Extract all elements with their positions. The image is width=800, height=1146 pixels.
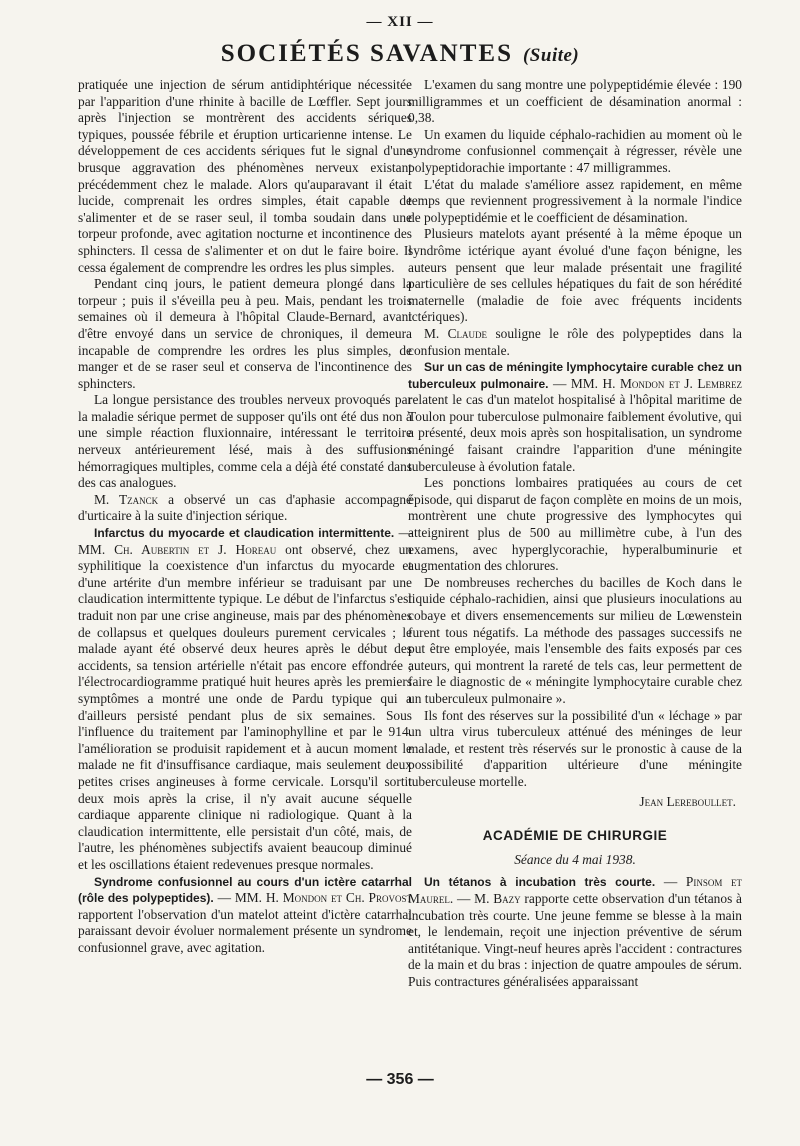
left-column — [78, 77, 412, 956]
paragraph: De nombreuses recherches du bacilles de Koch dans le liquide céphalo-rachidien, ainsi que plusieurs inoculations au cobaye et divers ensemencements sur milieu de Lœwenstein furent tous négatifs. La méthode des passages successifs ne put être employée, mais l'ensemble des faits exposés par ces auteurs, qui montrent la rareté de tels cas, leur permettent de faire le diagnostic de « méningite lymphocytaire curable chez un tuberculeux pulmonaire ». — [408, 574, 742, 706]
session-date: Séance du 4 mai 1938. — [514, 851, 636, 867]
article-paragraph — [78, 525, 412, 873]
section-title: SOCIÉTÉS SAVANTES — [220, 40, 513, 67]
paragraph: Pendant cinq jours, le patient demeura plongé dans la torpeur ; puis il s'éveilla peu à peu. Mais, pendant les trois semaines où il demeura à l'hôpital Claude-Bernard, avant d'être envoyé dans un service de chroniques, il demeura incapable de comprendre les ordres les plus simples, de manger et de se raser seul et conserva de l'incontinence des sphincters. — [78, 276, 412, 391]
paragraph: La longue persistance des troubles nerveux provoqués par la maladie sérique permet de supposer qu'ils ont été dus non à une simple réaction fluxionnaire, intéressant le territoire nerveux antérieurement lésé, mais à des suffusions hémorragiques multiples, comme cela a déjà été constaté dans des cas analogues. — [78, 392, 412, 491]
article-authors: — MM. H. Mondon et Ch. Provost — [217, 890, 412, 906]
academy-heading: ACADÉMIE DE CHIRURGIE — [482, 828, 668, 844]
article-paragraph — [78, 874, 412, 957]
paragraph-text: a observé un cas d'aphasie accompagné d'urticaire à la suite d'injection sérique. — [78, 491, 412, 524]
article-title: Un tétanos à incubation très courte. — [424, 875, 656, 890]
paragraph: pratiquée une injection de sérum antidiphtérique nécessitée par l'apparition d'une rhinite à bacille de Lœffler. Sept jours après l'injection se montrèrent des accidents sériques typiques, poussée fébrile et éruption urticarienne intense. Le développement de ces accidents sériques fut le signal d'une brusque aggravation des phénomènes nerveux existant précédemment chez le malade. Alors qu'auparavant il était lucide, comprenait les ordres simples, était capable de s'alimenter et de se raser seul, il tomba soudain dans une torpeur profonde, avec agitation nocturne et incontinence des sphincters. Il cessa de s'alimenter et on dut le faire boire. Il cessa également de comprendre les ordres les plus simples. — [78, 77, 412, 275]
author-name: M. Tzanck — [94, 491, 159, 507]
article-authors: — MM. Ch. Aubertin et J. Horeau — [78, 525, 412, 557]
article-text: rapportent l'observation d'un matelot atteint d'ictère catarrhal paraissant devoir évoluer normalement présente un syndrome confusionnel grave, avec agitation. — [78, 906, 412, 955]
article-paragraph — [408, 359, 742, 475]
article-text: ont observé, chez un syphilitique la coexistence d'un infarctus du myocarde et d'une artérite d'un membre inférieur se traduisant par une claudication intermittente typique. Le début de l'infarctus s'est traduit non par une crise angineuse, mais par des phénomènes de collapsus et quelques douleurs purement cervicales ; le malade ayant été observé deux heures après le début des accidents, sa tension artérielle n'était pas encore effondrée ; l'électrocardiogramme pratiqué huit heures après les premiers symptômes a montré une onde de Pardu typique qui a d'ailleurs persisté pendant plus de six semaines. Sous l'influence du traitement par l'aminophylline et par le 914. l'amélioration se produisit rapidement et à aucun moment le malade ne fit d'insuffisance cardiaque, mais seulement deux petites crises angineuses à forme cervicale. Lorsqu'il sortit deux mois après la crise, il n'y avait aucune séquelle cardiaque apparente clinique ni radiologique. Quant à la claudication intermittente, elle persistait d'un côté, mais, de l'autre, les phénomènes subjectifs avaient beaucoup diminué et les oscillations étaient redevenues presque normales. — [78, 541, 412, 872]
section-header — [0, 40, 800, 68]
article-authors: — MM. H. Mondon et J. Lembrez — [552, 375, 743, 391]
article-title: Syndrome confusionnel au cours d'un ictère catarrhal (rôle des polypeptides). — [78, 874, 412, 906]
article-text: rapporte cette observation d'un tétanos à incubation très courte. Une jeune femme se blesse à la main et, le lendemain, reçoit une injection préventive de sérum antitétanique. Vingt-neuf heures après l'accident : contractures de la main et du bras : injection de quatre ampoules de sérum. Puis contractures généralisées apparaissant — [408, 890, 742, 989]
article-title: Infarctus du myocarde et claudication intermittente. — [94, 526, 395, 541]
article-title: Sur un cas de méningite lymphocytaire curable chez un tuberculeux pulmonaire. — [408, 360, 742, 391]
paragraph — [78, 492, 412, 525]
right-column — [408, 77, 742, 990]
paragraph — [408, 326, 742, 359]
roman-page-number: — XII — — [366, 14, 434, 30]
paragraph: Les ponctions lombaires pratiquées au cours de cet épisode, qui disparut de façon complète en moins de un mois, montrèrent une chute progressive des lymphocytes qui atteignirent plus de 500 au millimètre cube, à l'un des examens, avec hyperglycorachie, hyperalbuminurie et augmentation des chlorures. — [408, 475, 742, 574]
article-paragraph — [408, 874, 742, 990]
paragraph: Plusieurs matelots ayant présenté à la même époque un syndrôme ictérique ayant évolué d'une façon bénigne, les auteurs pensent que leur malade présentait une fragilité particulière de ses cellules hépatiques du fait de son hérédité maternelle (maladie de foie avec fréquents incidents ictériques). — [408, 226, 742, 325]
article-authors: — Pinsom et Maurel. — M. Bazy — [408, 874, 742, 906]
signature: Jean Lereboullet. — [639, 793, 736, 809]
paragraph: Un examen du liquide céphalo-rachidien au moment où le syndrome confusionnel commençait à régresser, révèle une polypeptidorachie importante : 47 milligrammes. — [408, 126, 742, 175]
page-number: — 356 — — [366, 1071, 434, 1088]
paragraph: L'examen du sang montre une polypeptidémie élevée : 190 milligrammes et un coefficient de désamination anormal : 0,38. — [408, 77, 742, 126]
paragraph: Ils font des réserves sur la possibilité d'un « léchage » par un ultra virus tuberculeux atténué des méninges de leur malade, et restent très réservés sur le pronostic à cause de la possibilité d'apparition ultérieure d'une méningite tuberculeuse mortelle. — [408, 707, 742, 789]
author-name: M. Claude — [424, 325, 488, 341]
paragraph: L'état du malade s'améliore assez rapidement, en même temps que reviennent progressivement à la normale l'indice de polypeptidémie et le coefficient de désamination. — [408, 176, 742, 225]
paragraph-text: souligne le rôle des polypeptides dans la confusion mentale. — [408, 325, 743, 358]
section-suite: (Suite) — [522, 45, 580, 66]
article-text: relatent le cas d'un matelot hospitalisé à l'hôpital maritime de Toulon pour tuberculose pulmonaire faiblement évolutive, qui a présenté, deux mois après son hospitalisation, un syndrome méningé faisant craindre l'apparition d'une méningite tuberculeuse à évolution fatale. — [408, 392, 742, 474]
